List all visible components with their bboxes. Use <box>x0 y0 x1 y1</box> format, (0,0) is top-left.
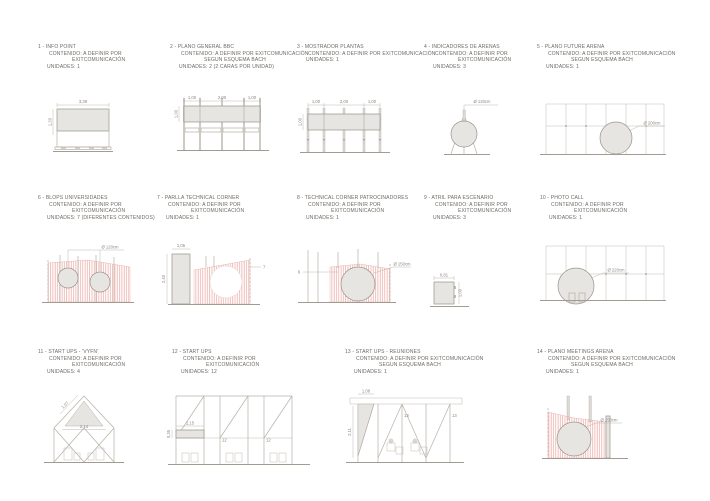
dim-label: 2,11 <box>347 428 352 436</box>
item-content: CONTENIDO: A DEFINIR POR <box>435 50 508 57</box>
item-title: 5 - PLANO FUTURE ARENA <box>537 44 605 50</box>
item-content: CONTENIDO: A DEFINIR POR EXITCOMUNICACIÓN <box>548 50 676 57</box>
item-8-label <box>297 195 408 221</box>
item-3-label <box>297 44 436 64</box>
dim-label: Ø 120cm <box>473 99 491 104</box>
item-2-label <box>170 44 309 70</box>
item-12-label <box>172 349 259 375</box>
item-content: CONTENIDO: A DEFINIR POR <box>168 201 241 208</box>
item-title: 6 - BLOPS UNIVERSIDADES <box>38 195 108 201</box>
dim-label: 1,05 <box>176 243 186 248</box>
item-title: 11 - START UPS - 'VYFN' <box>38 349 99 355</box>
item-14-label <box>537 349 676 375</box>
dim-label: Ø 120cm <box>101 244 119 250</box>
dim-label: 1,15 <box>185 420 195 426</box>
item-5-drawing <box>536 96 668 164</box>
item-units: UNIDADES: 3 <box>433 214 467 221</box>
item-content: CONTENIDO: A DEFINIR POR <box>551 201 624 208</box>
item-content: EXITCOMUNICACIÓN <box>331 208 385 215</box>
dim-label: 2,40 <box>161 274 166 284</box>
item-content: CONTENIDO: A DEFINIR POR <box>308 201 381 208</box>
item-content: EXITCOMUNICACIÓN <box>458 208 512 215</box>
item-units: UNIDADES: 7 (DIFERENTES CONTENIDOS) <box>47 214 155 221</box>
item-content: CONTENIDO: A DEFINIR POR <box>49 355 122 362</box>
item-5-label <box>537 44 676 70</box>
item-title: 14 - PLANO MEETINGS ARENA <box>537 349 614 355</box>
item-10-label <box>540 195 627 221</box>
item-6-label <box>38 195 155 221</box>
dim-label: 1,00 <box>367 99 377 104</box>
item-content: EXITCOMUNICACIÓN <box>574 208 628 215</box>
dim-label: 3,39 <box>78 99 88 104</box>
dim-label: 6 <box>297 269 301 275</box>
item-title: 4 - INDICADORES DE ARENAS <box>424 44 500 50</box>
item-content: SEGUN ESQUEMA BACH <box>571 57 633 64</box>
dim-label: 1,08 <box>361 388 371 394</box>
item-title: 9 - ATRIL PARA ESCENARIO <box>424 195 494 201</box>
dim-label: 13 <box>404 413 409 418</box>
item-content: CONTENIDO: A DEFINIR POR EXITCOMUNICACIÓN <box>181 50 309 57</box>
dim-label: 12 <box>266 437 271 443</box>
item-units: UNIDADES: 1 <box>306 214 340 221</box>
item-11-drawing <box>36 382 126 472</box>
item-title: 1 - INFO POINT <box>38 44 76 50</box>
item-title: 3 - MOSTRADOR PLANTAS <box>297 44 364 50</box>
dim-label: 13 <box>452 413 457 418</box>
dim-label: Ø 220cm <box>607 267 625 273</box>
item-content: EXITCOMUNICACIÓN <box>72 208 126 215</box>
dim-label: 1,00 <box>311 99 321 104</box>
dim-label: 7 <box>263 264 266 270</box>
item-9-label <box>424 195 511 221</box>
item-content: CONTENIDO: A DEFINIR POR <box>435 201 508 208</box>
item-6-drawing <box>38 236 138 310</box>
item-8-drawing <box>294 236 412 312</box>
item-units: UNIDADES: 1 <box>354 368 388 375</box>
dim-label: Ø 150cm <box>393 261 411 267</box>
item-units: UNIDADES: 1 <box>549 214 583 221</box>
item-9-drawing <box>424 270 474 312</box>
item-content: CONTENIDO: A DEFINIR POR <box>183 355 256 362</box>
item-content: EXITCOMUNICACIÓN <box>72 57 126 64</box>
item-title: 10 - PHOTO CALL <box>540 195 584 201</box>
item-units: UNIDADES: 1 <box>546 63 580 70</box>
item-3-drawing <box>296 94 394 160</box>
item-2-drawing <box>172 90 274 158</box>
dim-label: 12 <box>222 437 227 443</box>
dim-label: 1,00 <box>173 109 179 119</box>
dim-label: 1,00 <box>247 95 257 100</box>
item-13-drawing <box>344 384 468 478</box>
dim-label: 1,20 <box>47 117 53 127</box>
item-units: UNIDADES: 3 <box>433 63 467 70</box>
item-content: CONTENIDO: A DEFINIR POR EXITCOMUNICACIÓN <box>356 355 484 362</box>
item-units: UNIDADES: 1 <box>166 214 200 221</box>
item-content: SEGUN ESQUEMA BACH <box>204 57 266 64</box>
item-content: SEGUN ESQUEMA BACH <box>571 362 633 369</box>
dim-label: 1,00 <box>187 95 197 100</box>
item-units: UNIDADES: 1 <box>306 57 340 64</box>
item-10-drawing <box>536 236 668 314</box>
item-title: 8 - TECHNICAL CORNER PATROCINADORES <box>297 195 409 201</box>
item-4-drawing <box>420 90 504 160</box>
item-units: UNIDADES: 12 <box>181 368 217 375</box>
dim-label: 1,00 <box>457 288 463 298</box>
item-content: EXITCOMUNICACIÓN <box>191 208 245 215</box>
item-4-label <box>424 44 511 70</box>
item-content: CONTENIDO: A DEFINIR POR <box>49 201 122 208</box>
item-14-drawing <box>534 382 644 476</box>
dim-label: 2,00 <box>339 99 349 104</box>
item-units: UNIDADES: 2 (2 CARAS POR UNIDAD) <box>179 63 275 70</box>
item-content: EXITCOMUNICACIÓN <box>72 362 126 369</box>
item-13-label <box>345 349 484 375</box>
dim-label: 1,07 <box>60 400 70 410</box>
item-11-label <box>38 349 125 375</box>
item-content: EXITCOMUNICACIÓN <box>206 362 260 369</box>
dim-label: 2,14 <box>79 424 89 429</box>
item-7-label <box>157 195 244 221</box>
dim-label: 2,00 <box>217 95 227 100</box>
item-content: EXITCOMUNICACIÓN <box>458 57 512 64</box>
item-title: 7 - PARLLA TECHNICAL CORNER <box>157 195 240 201</box>
item-content: CONTENIDO: A DEFINIR POR EXITCOMUNICACIÓN <box>308 50 436 57</box>
dim-label: Ø 150cm <box>600 417 618 423</box>
dim-label: Ø 200cm <box>643 120 661 126</box>
item-1-drawing <box>45 96 120 158</box>
item-content: CONTENIDO: A DEFINIR POR EXITCOMUNICACIÓN <box>548 355 676 362</box>
item-units: UNIDADES: 1 <box>47 63 81 70</box>
dim-label: 0,35 <box>166 429 171 439</box>
item-title: 2 - PLANO GENERAL BBC <box>170 44 235 50</box>
item-units: UNIDADES: 1 <box>546 368 580 375</box>
item-content: CONTENIDO: A DEFINIR POR <box>49 50 122 57</box>
item-12-drawing <box>166 384 314 478</box>
item-7-drawing <box>158 234 270 312</box>
item-units: UNIDADES: 4 <box>47 368 81 375</box>
item-title: 12 - START UPS <box>172 349 212 355</box>
item-content: SEGUN ESQUEMA BACH <box>379 362 441 369</box>
dim-label: 0,81 <box>439 272 449 278</box>
item-title: 13 - START UPS - REUNIONES <box>345 349 421 355</box>
item-1-label <box>38 44 125 70</box>
dim-label: 1,00 <box>297 117 303 127</box>
